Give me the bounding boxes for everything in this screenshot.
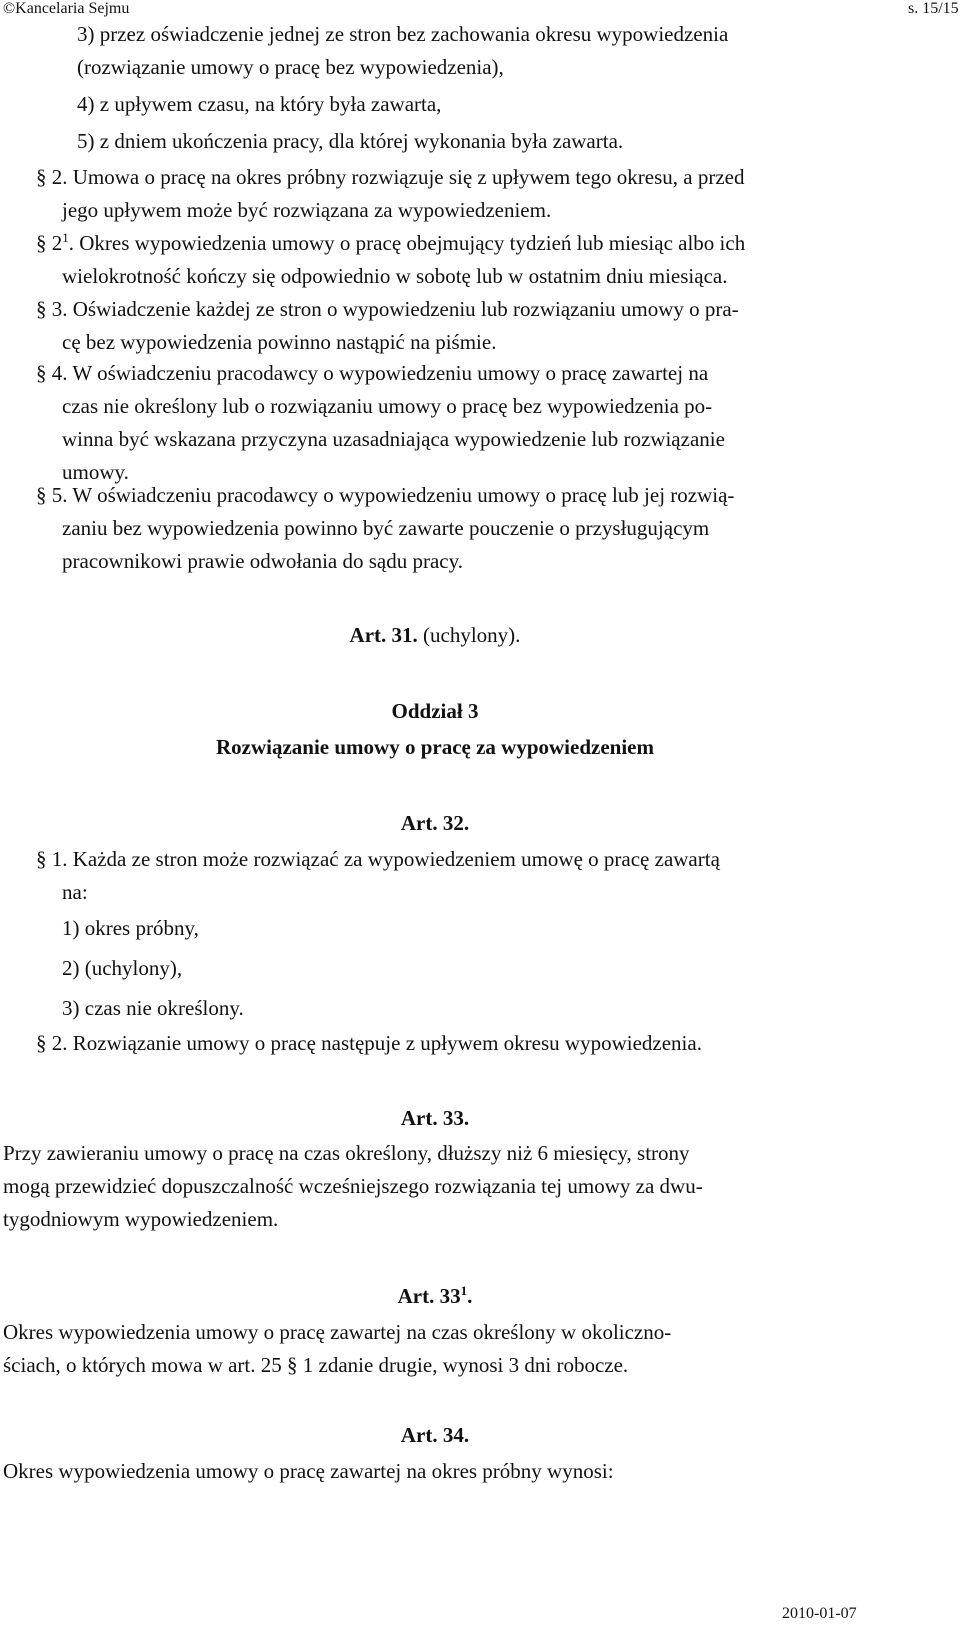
paragraph-mark: § 3. xyxy=(36,297,68,321)
paragraph-line: Każda ze stron może rozwiązać za wypowiedzeniem umowę o pracę zawartą xyxy=(72,847,720,871)
list-item xyxy=(77,88,877,121)
paragraph xyxy=(36,843,872,909)
paragraph-line: Rozwiązanie umowy o pracę następuje z upływem okresu wypowiedzenia. xyxy=(72,1031,702,1055)
paragraph-mark: § 4. xyxy=(36,361,68,385)
article-33-text xyxy=(3,1137,869,1236)
paragraph-line: jego upływem może być rozwiązana za wypowiedzeniem. xyxy=(62,198,552,222)
article-33-1-heading xyxy=(0,1281,870,1311)
paragraph xyxy=(36,161,872,227)
page-number: s. 15/15 xyxy=(908,0,959,17)
paragraph xyxy=(36,1027,872,1060)
paragraph-line: pracownikowi prawie odwołania do sądu pracy. xyxy=(62,549,464,573)
article-title: Art. 31. xyxy=(349,623,418,647)
paragraph-mark: § $2^1$. xyxy=(36,230,74,255)
paragraph-line: wielokrotność kończy się odpowiednio w sobotę lub w ostatnim dniu miesiąca. xyxy=(62,264,728,288)
article-34-heading: Art. 34. xyxy=(400,1423,470,1447)
article-title: Art. 33 xyxy=(397,1284,461,1308)
paragraph-line: tygodniowym wypowiedzeniem. xyxy=(3,1207,279,1231)
division-title: Oddział 3 xyxy=(391,699,479,723)
paragraph-line: na: xyxy=(62,880,88,904)
paragraph-line: cę bez wypowiedzenia powinno nastąpić na piśmie. xyxy=(62,330,497,354)
page-header-left: ©Kancelaria Sejmu xyxy=(3,0,130,17)
paragraph-line: Przy zawieraniu umowy o pracę na czas określony, dłuższy niż 6 miesięcy, strony xyxy=(3,1141,690,1165)
paragraph-mark: § 2. xyxy=(36,165,68,189)
paragraph-line: czas nie określony lub o rozwiązaniu umowy o pracę bez wypowiedzenia po- xyxy=(62,394,713,418)
paragraph xyxy=(36,227,872,293)
paragraph xyxy=(36,357,872,489)
paragraph-line: Oświadczenie każdej ze stron o wypowiedzeniu lub rozwiązaniu umowy o pra- xyxy=(72,297,739,321)
list-item: 3) czas nie określony. xyxy=(62,996,244,1020)
article-34-text xyxy=(3,1455,869,1488)
paragraph-mark: § 2. xyxy=(36,1031,68,1055)
list-item xyxy=(77,125,877,158)
paragraph-mark: § 5. xyxy=(36,483,68,507)
paragraph-line: winna być wskazana przyczyna uzasadniająca wypowiedzenie lub rozwiązanie xyxy=(62,427,725,451)
paragraph-line: W oświadczeniu pracodawcy o wypowiedzeniu umowy o pracę zawartej na xyxy=(72,361,709,385)
paragraph-line: Okres wypowiedzenia umowy o pracę zawartej na czas określony w okoliczno- xyxy=(3,1320,672,1344)
paragraph-line: umowy. xyxy=(62,460,129,484)
article-33-1-text xyxy=(3,1316,869,1382)
list-item xyxy=(77,18,877,84)
list-item-line: 3) przez oświadczenie jednej ze stron bez zachowania okresu wypowiedzenia xyxy=(77,22,729,46)
paragraph-mark: § 1. xyxy=(36,847,68,871)
paragraph-line: Umowa o pracę na okres próbny rozwiązuje się z upływem tego okresu, a przed xyxy=(72,165,745,189)
paragraph-line: mogą przewidzieć dopuszczalność wcześniejszego rozwiązania tej umowy za dwu- xyxy=(3,1174,703,1198)
paragraph-line: Okres wypowiedzenia umowy o pracę zawartej na okres próbny wynosi: xyxy=(3,1459,614,1483)
article-31-heading xyxy=(0,620,870,650)
paragraph-line: zaniu bez wypowiedzenia powinno być zawarte pouczenie o przysługującym xyxy=(62,516,710,540)
article-33-heading: Art. 33. xyxy=(400,1106,470,1130)
paragraph-line: Okres wypowiedzenia umowy o pracę obejmujący tydzień lub miesiąc albo ich xyxy=(79,231,746,255)
list-item-line: (rozwiązanie umowy o pracę bez wypowiedzenia), xyxy=(77,55,504,79)
paragraph xyxy=(36,293,872,359)
article-superscript: 1 xyxy=(460,1283,468,1298)
article-title-tail: . xyxy=(467,1284,473,1308)
article-note: (uchylony). xyxy=(417,623,521,647)
division-subtitle: Rozwiązanie umowy o pracę za wypowiedzeniem xyxy=(215,735,654,759)
article-32-heading: Art. 32. xyxy=(400,811,470,835)
list-item: 2) (uchylony), xyxy=(62,956,183,980)
paragraph-line: ściach, o których mowa w art. 25 § 1 zdanie drugie, wynosi 3 dni robocze. xyxy=(3,1353,629,1377)
footer-date: 2010-01-07 xyxy=(782,1605,857,1622)
paragraph xyxy=(36,479,872,578)
list-item-line: 5) z dniem ukończenia pracy, dla której wykonania była zawarta. xyxy=(77,129,624,153)
paragraph-line: W oświadczeniu pracodawcy o wypowiedzeniu umowy o pracę lub jej rozwią- xyxy=(72,483,735,507)
list-item: 1) okres próbny, xyxy=(62,916,199,940)
list-item-line: 4) z upływem czasu, na który była zawarta, xyxy=(77,92,442,116)
